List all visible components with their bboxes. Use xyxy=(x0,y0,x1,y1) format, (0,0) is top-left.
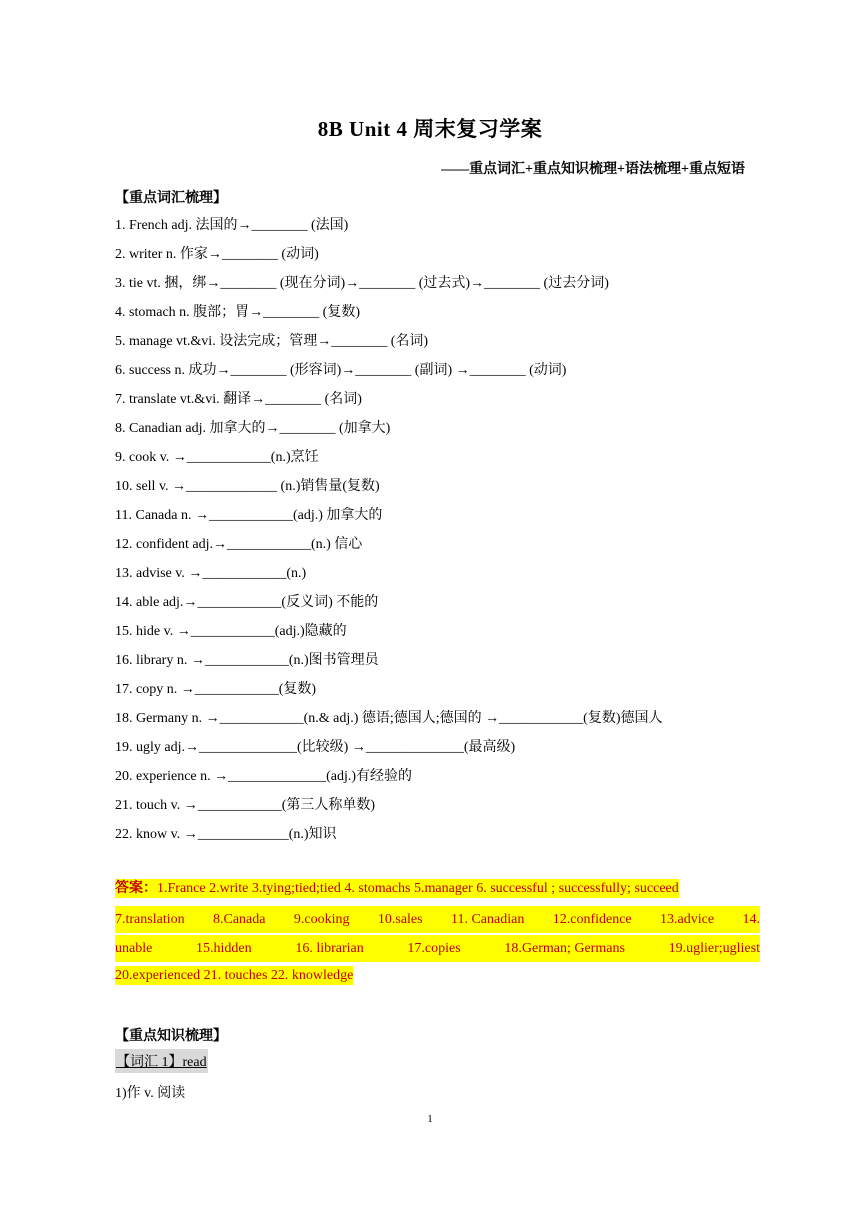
answer-item: 7.translation xyxy=(115,912,185,927)
page-title: 8B Unit 4 周末复习学案 xyxy=(317,117,543,141)
answer-block xyxy=(115,877,760,993)
vocab-item: 14. able adj.→____________(反义词) 不能的 xyxy=(115,595,379,610)
vocab-section-heading: 【重点词汇梳理】 xyxy=(115,191,227,206)
vocab-item: 11. Canada n. →____________(adj.) 加拿大的 xyxy=(115,508,383,523)
answer-label: 答案： xyxy=(115,881,157,896)
vocab-item: 19. ugly adj.→______________(比较级) →______________(最高级) xyxy=(115,740,516,755)
answer-item: unable xyxy=(115,941,153,956)
vocab-item: 15. hide v. →____________(adj.)隐藏的 xyxy=(115,624,347,639)
vocab-item: 9. cook v. →____________(n.)烹饪 xyxy=(115,450,319,465)
vocab-item: 3. tie vt. 捆，绑→________ (现在分词)→________ (过去式)→________ (过去分词) xyxy=(115,276,609,291)
answer-line-1: 答案：1.France 2.write 3.tying;tied;tied 4. stomachs 5.manager 6. successful ; successfully; succeed xyxy=(115,881,679,896)
answer-item: 13.advice xyxy=(660,912,715,927)
answer-item: 18.German; Germans xyxy=(504,941,625,956)
answer-item: 19.uglier;ugliest xyxy=(668,941,760,956)
answer-item: 12.confidence xyxy=(552,912,632,927)
vocab-item: 21. touch v. →____________(第三人称单数) xyxy=(115,798,376,813)
answer-item: 8.Canada xyxy=(213,912,266,927)
vocab-item: 20. experience n. →______________(adj.)有经验的 xyxy=(115,769,413,784)
read-definition: 1)作 v. 阅读 xyxy=(115,1086,186,1101)
vocab-item: 5. manage vt.&vi. 设法完成；管理→________ (名词) xyxy=(115,334,429,349)
page-subtitle: ——重点词汇+重点知识梳理+语法梳理+重点短语 xyxy=(441,162,745,177)
answer-item: 9.cooking xyxy=(293,912,350,927)
vocab-item: 22. know v. →_____________(n.)知识 xyxy=(115,827,337,842)
answer-item: 17.copies xyxy=(407,941,461,956)
answer-item: 11. Canadian xyxy=(450,912,525,927)
knowledge-section-heading: 【重点知识梳理】 xyxy=(115,1029,227,1044)
vocab-item: 10. sell v. →_____________ (n.)销售量(复数) xyxy=(115,479,380,494)
answer-item: 10.sales xyxy=(377,912,423,927)
answer-item: 16. librarian xyxy=(295,941,364,956)
vocab-item: 8. Canadian adj. 加拿大的→________ (加拿大) xyxy=(115,421,391,436)
vocab-item: 1. French adj. 法国的→________ (法国) xyxy=(115,218,349,233)
vocab-item-tag: 【词汇 1】read xyxy=(115,1049,208,1073)
vocab-item: 13. advise v. →____________(n.) xyxy=(115,566,307,581)
vocab-list xyxy=(115,215,755,853)
answer-item: 15.hidden xyxy=(196,941,252,956)
vocab-item: 16. library n. →____________(n.)图书管理员 xyxy=(115,653,379,668)
vocab-item: 2. writer n. 作家→________ (动词) xyxy=(115,247,319,262)
answer-line-2 xyxy=(115,906,760,933)
answer-item: 14. xyxy=(742,912,760,927)
vocab-item: 6. success n. 成功→________ (形容词)→________ (副词) →________ (动词) xyxy=(115,363,567,378)
vocab-item: 4. stomach n. 腹部；胃→________ (复数) xyxy=(115,305,360,320)
vocab-item: 18. Germany n. →____________(n.& adj.) 德语;德国人;德国的 →____________(复数)德国人 xyxy=(115,711,663,726)
answer-line-3 xyxy=(115,935,760,962)
vocab-item: 17. copy n. →____________(复数) xyxy=(115,682,317,697)
vocab-item: 12. confident adj.→____________(n.) 信心 xyxy=(115,537,363,552)
answer-line-4: 20.experienced 21. touches 22. knowledge xyxy=(115,968,354,983)
page-number: 1 xyxy=(427,1113,433,1125)
vocab-item: 7. translate vt.&vi. 翻译→________ (名词) xyxy=(115,392,362,407)
